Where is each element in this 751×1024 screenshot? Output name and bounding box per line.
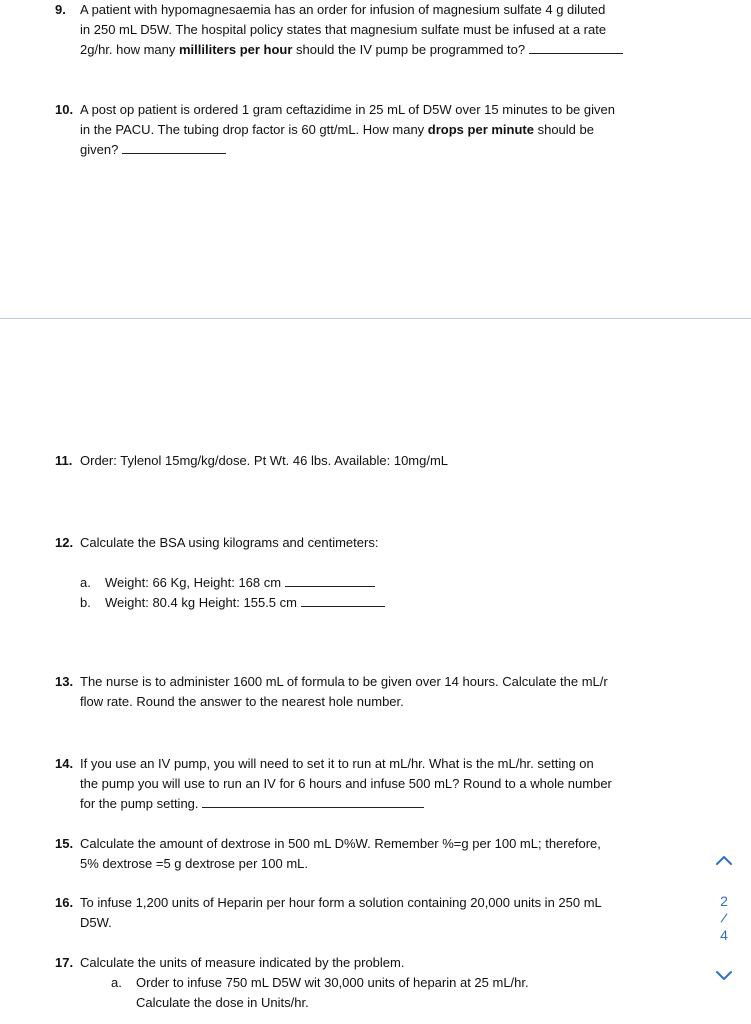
chevron-up-icon [714, 852, 734, 868]
answer-blank[interactable] [202, 795, 424, 808]
question-number: 11. [55, 453, 73, 468]
page-indicator [712, 892, 736, 944]
question-text: A post op patient is ordered 1 gram ceftazidime in 25 mL of D5W over 15 minutes to be given in the PACU. The tubing drop factor is 60 gtt/mL. How many drops per minute should be given? [80, 102, 615, 157]
page-break-divider [0, 318, 751, 319]
question-number: 16. [55, 895, 74, 910]
question-13 [0, 672, 660, 712]
question-number: 15. [55, 836, 74, 851]
question-number: 12. [55, 535, 74, 550]
question-text: A patient with hypomagnesaemia has an order for infusion of magnesium sulfate 4 g diluted in 250 mL D5W. The hospital policy states that magnesium sulfate must be infused at a rate 2g/hr. how many milliliters per hour should the IV pump be programmed to? [80, 0, 660, 60]
answer-blank[interactable] [285, 574, 375, 587]
question-number: 17. [55, 955, 74, 970]
sub-item-text: Weight: 80.4 kg Height: 155.5 cm [105, 593, 385, 613]
question-text: Order: Tylenol 15mg/kg/dose. Pt Wt. 46 lbs. Available: 10mg/mL [80, 453, 449, 468]
question-number: 13. [55, 674, 74, 689]
current-page: 2 [720, 893, 728, 909]
answer-blank[interactable] [301, 594, 385, 607]
question-text: Calculate the units of measure indicated by the problem. [80, 955, 405, 970]
sub-item-text: Weight: 66 Kg, Height: 168 cm [105, 573, 375, 593]
sub-item-label: b. [80, 595, 91, 610]
answer-blank[interactable] [122, 141, 226, 154]
page-separator: / [719, 909, 729, 927]
question-text: Calculate the amount of dextrose in 500 mL D%W. Remember %=g per 100 mL; therefore, 5% dextrose =5 g dextrose per 100 mL. [80, 836, 601, 871]
question-16 [0, 893, 660, 933]
question-11 [0, 451, 660, 471]
question-10 [0, 100, 660, 160]
question-12 [0, 533, 660, 553]
question-text: If you use an IV pump, you will need to set it to run at mL/hr. What is the mL/hr. setting on the pump you will use to run an IV for 6 hours and infuse 500 mL? Round to a whole number for the pump setting. [80, 756, 612, 811]
chevron-down-icon [714, 968, 734, 984]
next-page-button[interactable] [714, 968, 734, 984]
sub-item-text: Order to infuse 750 mL D5W wit 30,000 units of heparin at 25 mL/hr. [136, 975, 529, 990]
previous-page-button[interactable] [714, 852, 734, 868]
question-text: The nurse is to administer 1600 mL of formula to be given over 14 hours. Calculate the mL/r flow rate. Round the answer to the nearest hole number. [80, 674, 608, 709]
question-number: 14. [55, 756, 74, 771]
question-text: To infuse 1,200 units of Heparin per hour form a solution containing 20,000 units in 250 mL D5W. [80, 895, 602, 930]
question-text: Calculate the BSA using kilograms and centimeters: [80, 535, 379, 550]
total-pages: 4 [720, 927, 728, 943]
sub-item-label: a. [111, 975, 122, 990]
answer-blank[interactable] [529, 41, 623, 54]
sub-item-text: Calculate the dose in Units/hr. [136, 995, 309, 1010]
question-9 [0, 0, 660, 60]
sub-item-label: a. [80, 575, 91, 590]
question-number: 9. [55, 2, 66, 17]
question-15 [0, 834, 660, 874]
question-number: 10. [55, 102, 74, 117]
question-17 [0, 953, 660, 973]
question-14 [0, 754, 660, 814]
